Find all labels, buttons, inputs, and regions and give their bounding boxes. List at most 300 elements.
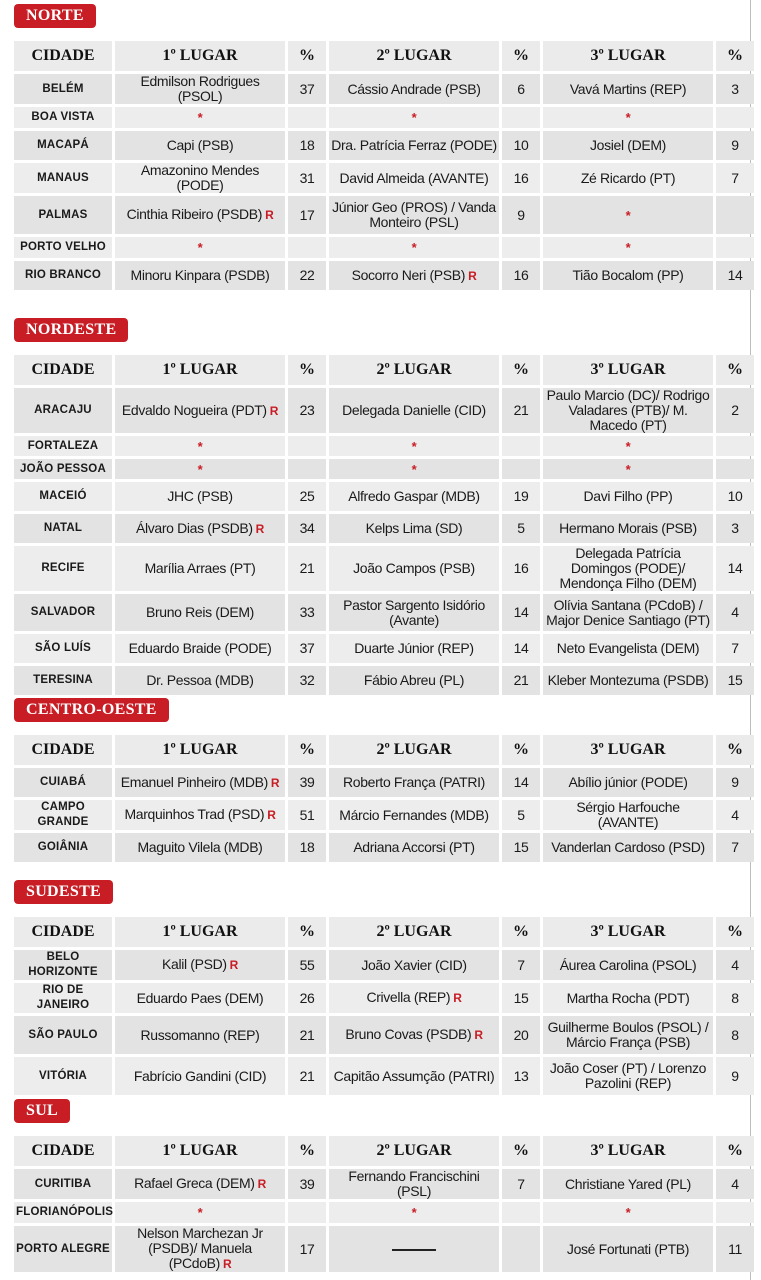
region-title: SUDESTE bbox=[14, 880, 113, 904]
reelection-marker: R bbox=[222, 1257, 232, 1271]
candidate-cell bbox=[329, 1226, 499, 1272]
no-poll-marker: * bbox=[625, 207, 631, 223]
no-poll-marker: * bbox=[197, 1205, 203, 1220]
percent-cell bbox=[716, 436, 754, 456]
percent-cell bbox=[716, 196, 754, 234]
header-row bbox=[14, 1136, 754, 1166]
percent-cell bbox=[288, 1202, 326, 1223]
percent-cell: 14 bbox=[502, 594, 540, 631]
percent-cell: 16 bbox=[502, 546, 540, 591]
no-poll-marker: * bbox=[625, 461, 631, 477]
candidate-cell bbox=[329, 1202, 499, 1223]
candidate-cell bbox=[329, 950, 499, 980]
city-cell: MANAUS bbox=[14, 163, 112, 193]
candidate-cell bbox=[329, 666, 499, 695]
region-title: NORDESTE bbox=[14, 318, 128, 342]
percent-cell: 4 bbox=[716, 594, 754, 631]
city-cell: SÃO LUÍS bbox=[14, 634, 112, 663]
candidate-cell bbox=[115, 74, 285, 104]
candidate-cell bbox=[543, 634, 713, 663]
candidate-name: Edmilson Rodrigues (PSOL) bbox=[140, 73, 260, 104]
city-cell: FORTALEZA bbox=[14, 436, 112, 456]
percent-cell: 7 bbox=[716, 833, 754, 862]
city-cell: MACEIÓ bbox=[14, 482, 112, 511]
candidate-cell bbox=[115, 1226, 285, 1272]
candidate-cell bbox=[115, 594, 285, 631]
percent-cell: 13 bbox=[502, 1057, 540, 1095]
candidate-cell bbox=[543, 196, 713, 234]
candidate-name: Kalil (PSD) bbox=[162, 956, 227, 972]
no-poll-marker: * bbox=[625, 240, 631, 255]
candidate-name: Josiel (DEM) bbox=[590, 137, 666, 153]
percent-cell: 9 bbox=[716, 131, 754, 160]
percent-cell: 10 bbox=[716, 482, 754, 511]
percent-cell: 18 bbox=[288, 833, 326, 862]
candidate-name: Dr. Pessoa (MDB) bbox=[146, 672, 254, 688]
column-header-pct3: % bbox=[716, 917, 754, 947]
percent-cell: 16 bbox=[502, 163, 540, 193]
percent-cell: 14 bbox=[502, 634, 540, 663]
header-row bbox=[14, 41, 754, 71]
city-cell: BELO HORIZONTE bbox=[14, 950, 112, 980]
candidate-name: Capi (PSB) bbox=[166, 137, 234, 153]
no-poll-marker: * bbox=[411, 110, 417, 125]
percent-cell: 15 bbox=[502, 983, 540, 1013]
column-header-cidade: CIDADE bbox=[14, 1136, 112, 1166]
percent-cell: 10 bbox=[502, 131, 540, 160]
percent-cell: 34 bbox=[288, 514, 326, 543]
candidate-name: Vanderlan Cardoso (PSD) bbox=[551, 839, 705, 855]
candidate-name: Zé Ricardo (PT) bbox=[580, 169, 676, 186]
candidate-name: Fabrício Gandini (CID) bbox=[133, 1067, 267, 1084]
candidate-cell bbox=[115, 388, 285, 433]
candidate-cell bbox=[329, 983, 499, 1013]
column-header-cidade: CIDADE bbox=[14, 735, 112, 765]
table-row bbox=[14, 594, 754, 631]
column-header-first: 1º LUGAR bbox=[115, 917, 285, 947]
candidate-name: Marília Arraes (PT) bbox=[144, 560, 256, 576]
candidate-name: Neto Evangelista (DEM) bbox=[556, 640, 700, 656]
empty-dash bbox=[392, 1249, 436, 1251]
no-poll-marker: * bbox=[411, 240, 417, 255]
candidate-cell bbox=[115, 436, 285, 456]
candidate-cell bbox=[115, 1057, 285, 1095]
percent-cell: 7 bbox=[716, 634, 754, 663]
percent-cell: 21 bbox=[288, 1016, 326, 1054]
candidate-name: Socorro Neri (PSB) bbox=[351, 266, 466, 283]
candidate-cell bbox=[543, 482, 713, 511]
candidate-cell bbox=[543, 237, 713, 258]
percent-cell bbox=[502, 436, 540, 456]
table-row bbox=[14, 163, 754, 193]
candidate-cell bbox=[543, 594, 713, 631]
reelection-marker: R bbox=[453, 991, 462, 1005]
city-cell: CURITIBA bbox=[14, 1169, 112, 1199]
percent-cell: 6 bbox=[502, 74, 540, 104]
column-header-pct1: % bbox=[288, 41, 326, 71]
column-header-pct2: % bbox=[502, 1136, 540, 1166]
candidate-cell bbox=[115, 107, 285, 128]
candidate-cell bbox=[329, 594, 499, 631]
candidate-name: Olívia Santana (PCdoB) / Major Denice Santiago (PT) bbox=[546, 596, 710, 628]
percent-cell: 7 bbox=[502, 950, 540, 980]
candidate-cell bbox=[115, 1016, 285, 1054]
candidate-name: Eduardo Paes (DEM) bbox=[136, 989, 264, 1006]
candidate-name: João Campos (PSB) bbox=[353, 560, 475, 576]
table-row bbox=[14, 546, 754, 591]
percent-cell: 7 bbox=[716, 163, 754, 193]
city-cell: FLORIANÓPOLIS bbox=[14, 1202, 112, 1223]
percent-cell: 5 bbox=[502, 800, 540, 830]
percent-cell: 39 bbox=[288, 768, 326, 797]
table-row bbox=[14, 514, 754, 543]
candidate-cell bbox=[115, 634, 285, 663]
results-table bbox=[11, 1133, 757, 1275]
candidate-cell bbox=[329, 388, 499, 433]
candidate-cell bbox=[115, 482, 285, 511]
percent-cell: 4 bbox=[716, 800, 754, 830]
percent-cell: 5 bbox=[502, 514, 540, 543]
percent-cell bbox=[288, 237, 326, 258]
percent-cell: 33 bbox=[288, 594, 326, 631]
percent-cell: 18 bbox=[288, 131, 326, 160]
table-row bbox=[14, 482, 754, 511]
candidate-cell bbox=[115, 196, 285, 234]
percent-cell: 21 bbox=[502, 666, 540, 695]
candidate-cell bbox=[543, 436, 713, 456]
candidate-cell bbox=[329, 800, 499, 830]
column-header-second: 2º LUGAR bbox=[329, 355, 499, 385]
candidate-cell bbox=[543, 1057, 713, 1095]
candidate-cell bbox=[329, 1016, 499, 1054]
table-row bbox=[14, 983, 754, 1013]
candidate-cell bbox=[543, 983, 713, 1013]
city-cell: BOA VISTA bbox=[14, 107, 112, 128]
candidate-name: Amazonino Mendes (PODE) bbox=[140, 162, 260, 193]
region-title: CENTRO-OESTE bbox=[14, 698, 169, 722]
column-header-pct1: % bbox=[288, 735, 326, 765]
candidate-cell bbox=[543, 459, 713, 479]
candidate-cell bbox=[115, 1169, 285, 1199]
candidate-cell bbox=[543, 950, 713, 980]
city-cell: SALVADOR bbox=[14, 594, 112, 631]
column-header-cidade: CIDADE bbox=[14, 917, 112, 947]
candidate-cell bbox=[543, 1202, 713, 1223]
candidate-cell bbox=[115, 800, 285, 830]
percent-cell: 14 bbox=[502, 768, 540, 797]
candidate-name: Duarte Júnior (REP) bbox=[354, 640, 474, 656]
percent-cell: 8 bbox=[716, 983, 754, 1013]
candidate-cell bbox=[543, 107, 713, 128]
candidate-cell bbox=[115, 983, 285, 1013]
candidate-name: Vavá Martins (REP) bbox=[569, 80, 687, 97]
table-row bbox=[14, 196, 754, 234]
table-row bbox=[14, 768, 754, 797]
percent-cell: 32 bbox=[288, 666, 326, 695]
candidate-cell bbox=[543, 388, 713, 433]
table-row bbox=[14, 833, 754, 862]
candidate-cell bbox=[329, 436, 499, 456]
city-cell: PORTO ALEGRE bbox=[14, 1226, 112, 1272]
candidate-name: Júnior Geo (PROS) / Vanda Monteiro (PSL) bbox=[332, 199, 496, 230]
city-cell: PALMAS bbox=[14, 196, 112, 234]
table-row bbox=[14, 634, 754, 663]
candidate-cell bbox=[543, 163, 713, 193]
percent-cell: 14 bbox=[716, 261, 754, 290]
percent-cell: 9 bbox=[502, 196, 540, 234]
percent-cell: 21 bbox=[288, 546, 326, 591]
percent-cell bbox=[716, 1202, 754, 1223]
candidate-name: Abílio júnior (PODE) bbox=[568, 774, 688, 790]
percent-cell: 4 bbox=[716, 950, 754, 980]
candidate-name: Bruno Covas (PSDB) bbox=[345, 1026, 472, 1042]
percent-cell bbox=[288, 459, 326, 479]
column-header-cidade: CIDADE bbox=[14, 41, 112, 71]
percent-cell: 17 bbox=[288, 1226, 326, 1272]
percent-cell bbox=[502, 1226, 540, 1272]
percent-cell: 4 bbox=[716, 1169, 754, 1199]
candidate-name: João Xavier (CID) bbox=[361, 956, 467, 973]
candidate-name: Paulo Marcio (DC)/ Rodrigo Valadares (PTB)/ M. Macedo (PT) bbox=[546, 387, 710, 433]
candidate-cell bbox=[543, 666, 713, 695]
candidate-cell bbox=[543, 74, 713, 104]
city-cell: VITÓRIA bbox=[14, 1057, 112, 1095]
column-header-second: 2º LUGAR bbox=[329, 41, 499, 71]
percent-cell bbox=[502, 107, 540, 128]
no-poll-marker: * bbox=[625, 1205, 631, 1220]
candidate-name: JHC (PSB) bbox=[167, 488, 233, 504]
candidate-name: Márcio Fernandes (MDB) bbox=[339, 806, 489, 823]
city-cell: BELÉM bbox=[14, 74, 112, 104]
candidate-name: Minoru Kinpara (PSDB) bbox=[130, 267, 270, 283]
candidate-cell bbox=[543, 131, 713, 160]
percent-cell bbox=[502, 237, 540, 258]
candidate-cell bbox=[329, 546, 499, 591]
percent-cell: 7 bbox=[502, 1169, 540, 1199]
candidate-name: Davi Filho (PP) bbox=[583, 488, 673, 504]
candidate-name: Martha Rocha (PDT) bbox=[566, 989, 690, 1006]
candidate-name: Sérgio Harfouche (AVANTE) bbox=[576, 799, 680, 830]
city-cell: TERESINA bbox=[14, 666, 112, 695]
candidate-name: Tião Bocalom (PP) bbox=[572, 267, 684, 283]
candidate-name: Marquinhos Trad (PSD) bbox=[124, 806, 265, 822]
candidate-name: Nelson Marchezan Jr (PSDB)/ Manuela (PCdoB) bbox=[137, 1225, 263, 1271]
column-header-third: 3º LUGAR bbox=[543, 1136, 713, 1166]
percent-cell: 37 bbox=[288, 634, 326, 663]
city-cell: GOIÂNIA bbox=[14, 833, 112, 862]
percent-cell: 51 bbox=[288, 800, 326, 830]
city-cell: SÃO PAULO bbox=[14, 1016, 112, 1054]
region-title: NORTE bbox=[14, 4, 96, 28]
column-header-pct2: % bbox=[502, 735, 540, 765]
header-row bbox=[14, 917, 754, 947]
city-cell: RIO BRANCO bbox=[14, 261, 112, 290]
percent-cell: 2 bbox=[716, 388, 754, 433]
no-poll-marker: * bbox=[411, 1205, 417, 1220]
no-poll-marker: * bbox=[411, 461, 417, 477]
city-cell: RIO DE JANEIRO bbox=[14, 983, 112, 1013]
percent-cell: 19 bbox=[502, 482, 540, 511]
table-row bbox=[14, 1226, 754, 1272]
table-row bbox=[14, 666, 754, 695]
candidate-cell bbox=[329, 261, 499, 290]
candidate-name: Adriana Accorsi (PT) bbox=[353, 839, 475, 855]
candidate-name: Emanuel Pinheiro (MDB) bbox=[120, 773, 268, 790]
reelection-marker: R bbox=[269, 403, 279, 418]
candidate-name: Rafael Greca (DEM) bbox=[134, 1175, 255, 1191]
column-header-cidade: CIDADE bbox=[14, 355, 112, 385]
percent-cell: 9 bbox=[716, 1057, 754, 1095]
candidate-cell bbox=[329, 196, 499, 234]
candidate-name: José Fortunati (PTB) bbox=[566, 1240, 690, 1257]
column-header-pct2: % bbox=[502, 355, 540, 385]
no-poll-marker: * bbox=[625, 438, 631, 454]
city-cell: NATAL bbox=[14, 514, 112, 543]
column-header-pct2: % bbox=[502, 917, 540, 947]
no-poll-marker: * bbox=[625, 110, 631, 125]
candidate-cell bbox=[329, 482, 499, 511]
candidate-name: Alfredo Gaspar (MDB) bbox=[348, 488, 480, 504]
candidate-cell bbox=[329, 459, 499, 479]
column-header-first: 1º LUGAR bbox=[115, 1136, 285, 1166]
candidate-name: Cássio Andrade (PSB) bbox=[347, 80, 481, 97]
no-poll-marker: * bbox=[197, 438, 203, 454]
percent-cell: 15 bbox=[716, 666, 754, 695]
no-poll-marker: * bbox=[197, 461, 203, 477]
candidate-name: Pastor Sargento Isidório (Avante) bbox=[343, 596, 485, 628]
table-row bbox=[14, 1169, 754, 1199]
candidate-name: Cinthia Ribeiro (PSDB) bbox=[126, 206, 263, 222]
region-title: SUL bbox=[14, 1099, 70, 1123]
column-header-second: 2º LUGAR bbox=[329, 735, 499, 765]
percent-cell bbox=[502, 459, 540, 479]
column-header-second: 2º LUGAR bbox=[329, 1136, 499, 1166]
reelection-marker: R bbox=[265, 208, 274, 222]
candidate-name: Áurea Carolina (PSOL) bbox=[559, 956, 697, 973]
header-row bbox=[14, 355, 754, 385]
reelection-marker: R bbox=[474, 1028, 483, 1042]
column-header-second: 2º LUGAR bbox=[329, 917, 499, 947]
column-header-third: 3º LUGAR bbox=[543, 735, 713, 765]
candidate-cell bbox=[329, 107, 499, 128]
candidate-cell bbox=[543, 1169, 713, 1199]
candidate-cell bbox=[329, 1169, 499, 1199]
candidate-cell bbox=[115, 131, 285, 160]
column-header-pct1: % bbox=[288, 917, 326, 947]
candidate-cell bbox=[115, 833, 285, 862]
candidate-cell bbox=[329, 74, 499, 104]
candidate-cell bbox=[115, 546, 285, 591]
percent-cell: 8 bbox=[716, 1016, 754, 1054]
percent-cell: 26 bbox=[288, 983, 326, 1013]
percent-cell: 31 bbox=[288, 163, 326, 193]
percent-cell: 9 bbox=[716, 768, 754, 797]
candidate-cell bbox=[115, 237, 285, 258]
candidate-name: Delegada Patrícia Domingos (PODE)/ Mendonça Filho (DEM) bbox=[559, 545, 697, 591]
percent-cell: 20 bbox=[502, 1016, 540, 1054]
city-cell: ARACAJU bbox=[14, 388, 112, 433]
column-header-pct3: % bbox=[716, 41, 754, 71]
candidate-name: Fernando Francischini (PSL) bbox=[348, 1168, 480, 1199]
column-header-third: 3º LUGAR bbox=[543, 917, 713, 947]
candidate-cell bbox=[329, 634, 499, 663]
no-poll-marker: * bbox=[411, 438, 417, 454]
candidate-cell bbox=[115, 459, 285, 479]
candidate-cell bbox=[543, 1226, 713, 1272]
candidate-name: Fábio Abreu (PL) bbox=[363, 672, 465, 688]
percent-cell: 11 bbox=[716, 1226, 754, 1272]
reelection-marker: R bbox=[229, 958, 238, 972]
candidate-cell bbox=[115, 950, 285, 980]
candidate-name: Kleber Montezuma (PSDB) bbox=[547, 672, 709, 688]
percent-cell: 22 bbox=[288, 261, 326, 290]
percent-cell: 21 bbox=[502, 388, 540, 433]
percent-cell bbox=[502, 1202, 540, 1223]
header-row bbox=[14, 735, 754, 765]
results-table bbox=[11, 914, 757, 1098]
percent-cell bbox=[288, 436, 326, 456]
candidate-name: Bruno Reis (DEM) bbox=[146, 604, 254, 620]
table-row bbox=[14, 1202, 754, 1223]
table-row bbox=[14, 800, 754, 830]
percent-cell: 55 bbox=[288, 950, 326, 980]
results-table bbox=[11, 352, 757, 698]
percent-cell: 3 bbox=[716, 74, 754, 104]
no-poll-marker: * bbox=[197, 240, 203, 255]
column-header-pct1: % bbox=[288, 1136, 326, 1166]
candidate-cell bbox=[543, 800, 713, 830]
table-row bbox=[14, 1057, 754, 1095]
percent-cell: 3 bbox=[716, 514, 754, 543]
candidate-cell bbox=[543, 546, 713, 591]
candidate-name: David Almeida (AVANTE) bbox=[339, 169, 489, 186]
candidate-cell bbox=[543, 261, 713, 290]
candidate-name: Capitão Assumção (PATRI) bbox=[333, 1067, 495, 1084]
candidate-name: Álvaro Dias (PSDB) bbox=[136, 519, 253, 536]
column-header-pct3: % bbox=[716, 355, 754, 385]
city-cell: MACAPÁ bbox=[14, 131, 112, 160]
percent-cell: 39 bbox=[288, 1169, 326, 1199]
candidate-name: Crivella (REP) bbox=[366, 989, 451, 1005]
candidate-name: Christiane Yared (PL) bbox=[565, 1175, 691, 1192]
reelection-marker: R bbox=[468, 268, 477, 283]
table-row bbox=[14, 1016, 754, 1054]
city-cell: CUIABÁ bbox=[14, 768, 112, 797]
percent-cell: 37 bbox=[288, 74, 326, 104]
table-row bbox=[14, 237, 754, 258]
candidate-cell bbox=[543, 833, 713, 862]
column-header-pct3: % bbox=[716, 1136, 754, 1166]
reelection-marker: R bbox=[255, 521, 264, 536]
candidate-name: Roberto França (PATRI) bbox=[343, 774, 485, 790]
candidate-name: João Coser (PT) / Lorenzo Pazolini (REP) bbox=[549, 1060, 707, 1091]
candidate-name: Dra. Patrícia Ferraz (PODE) bbox=[331, 137, 497, 153]
reelection-marker: R bbox=[267, 808, 276, 822]
candidate-name: Guilherme Boulos (PSOL) / Márcio França (PSB) bbox=[547, 1019, 709, 1050]
candidate-name: Edvaldo Nogueira (PDT) bbox=[121, 401, 267, 418]
column-header-pct1: % bbox=[288, 355, 326, 385]
candidate-cell bbox=[543, 514, 713, 543]
candidate-cell bbox=[115, 666, 285, 695]
candidate-name: Delegada Danielle (CID) bbox=[342, 402, 486, 418]
table-row bbox=[14, 950, 754, 980]
results-table bbox=[11, 732, 757, 865]
percent-cell: 21 bbox=[288, 1057, 326, 1095]
percent-cell bbox=[716, 459, 754, 479]
city-cell: PORTO VELHO bbox=[14, 237, 112, 258]
table-row bbox=[14, 388, 754, 433]
candidate-cell bbox=[329, 1057, 499, 1095]
